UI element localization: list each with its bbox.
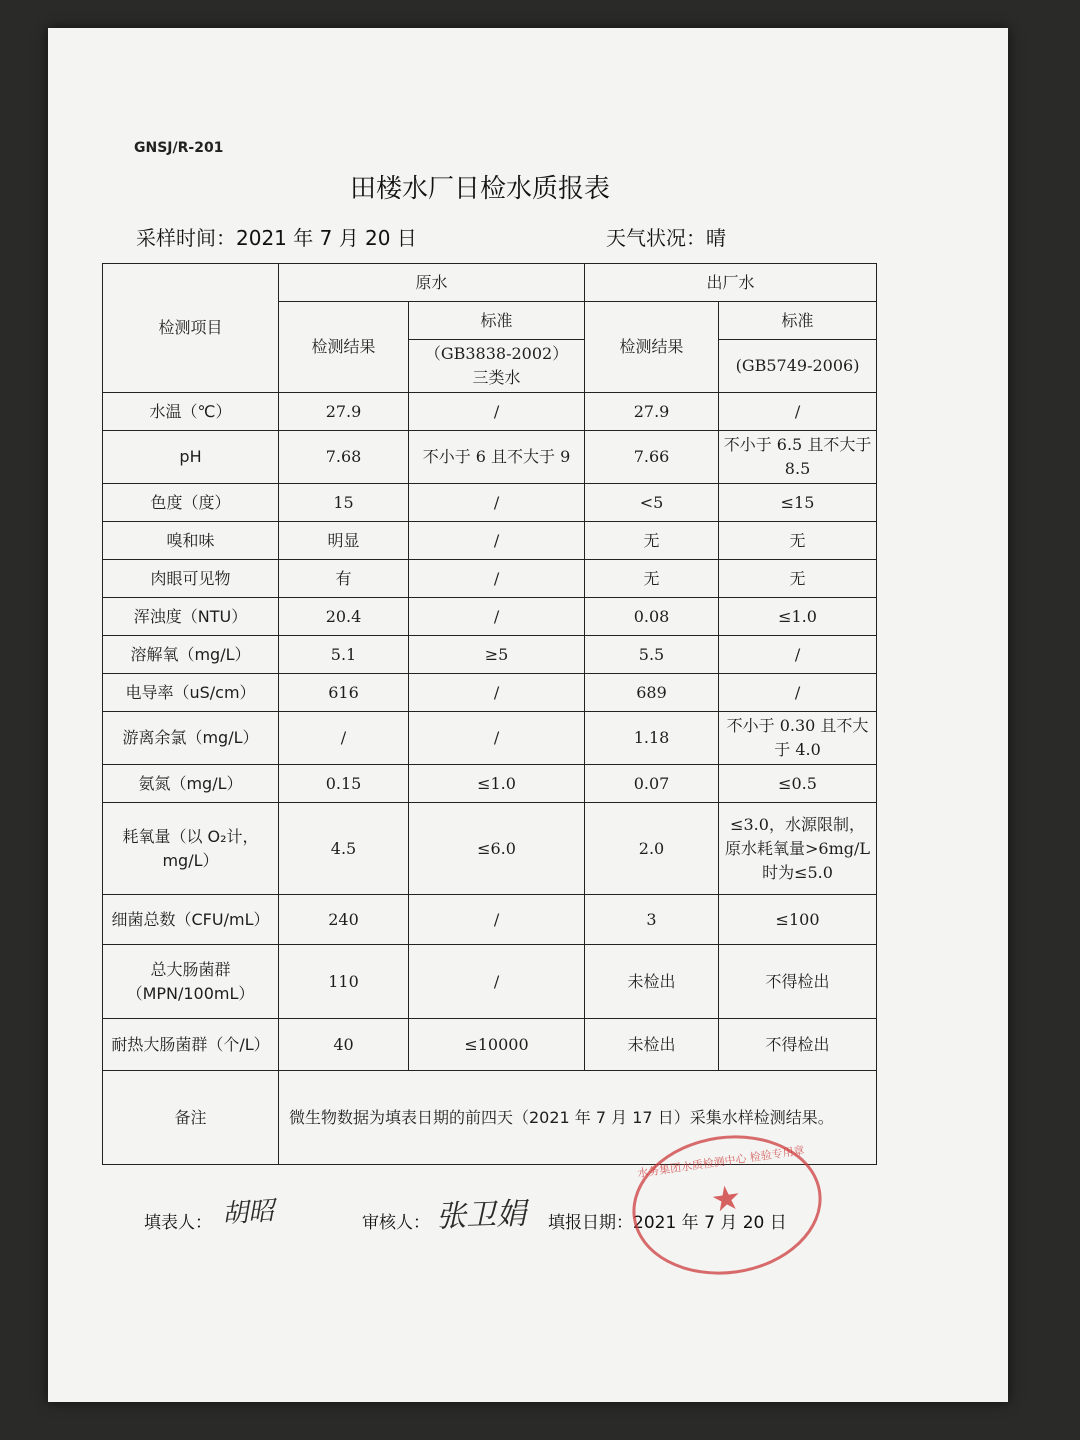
out-standard: ≤1.0 — [719, 598, 877, 636]
out-result: 无 — [585, 522, 719, 560]
raw-standard: / — [409, 598, 585, 636]
page-title: 田楼水厂日检水质报表 — [349, 174, 610, 204]
reviewer-label: 审核人： — [362, 1213, 430, 1233]
out-standard: / — [719, 636, 877, 674]
out-result: 7.66 — [585, 431, 719, 484]
raw-standard: / — [409, 522, 585, 560]
out-result: 2.0 — [585, 803, 719, 895]
row-item: 色度（度） — [103, 484, 279, 522]
out-standard: ≤0.5 — [719, 765, 877, 803]
group-header-raw: 原水 — [279, 264, 585, 302]
raw-result: 4.5 — [279, 803, 409, 895]
col-header-raw-result: 检测结果 — [279, 302, 409, 393]
col-header-out-standard: 标准 — [719, 302, 877, 340]
out-result: 27.9 — [585, 393, 719, 431]
raw-result: 明显 — [279, 522, 409, 560]
reviewer-signature: 张卫娟 — [435, 1196, 527, 1235]
raw-result: / — [279, 712, 409, 765]
raw-standard: / — [409, 712, 585, 765]
out-result: 无 — [585, 560, 719, 598]
filler-label: 填表人： — [144, 1213, 212, 1233]
raw-result: 616 — [279, 674, 409, 712]
sampling-time: 采样时间：2021 年 7 月 20 日 — [136, 226, 417, 250]
out-result: 0.08 — [585, 598, 719, 636]
remarks-text: 微生物数据为填表日期的前四天（2021 年 7 月 17 日）采集水样检测结果。 — [279, 1071, 877, 1165]
row-item: 溶解氧（mg/L） — [103, 636, 279, 674]
out-standard: 无 — [719, 560, 877, 598]
out-standard: 不得检出 — [719, 1019, 877, 1071]
raw-standard-spec — [409, 340, 585, 393]
star-icon: ★ — [708, 1177, 745, 1221]
out-standard: ≤15 — [719, 484, 877, 522]
raw-standard: ≤10000 — [409, 1019, 585, 1071]
out-standard: ≤100 — [719, 895, 877, 945]
out-standard: 无 — [719, 522, 877, 560]
raw-result: 40 — [279, 1019, 409, 1071]
out-result: <5 — [585, 484, 719, 522]
out-result: 未检出 — [585, 945, 719, 1019]
raw-standard-code: （GB3838-2002） — [424, 344, 569, 363]
out-result: 1.18 — [585, 712, 719, 765]
raw-standard: / — [409, 674, 585, 712]
raw-standard: ≤1.0 — [409, 765, 585, 803]
out-standard: ≤3.0，水源限制，原水耗氧量>6mg/L 时为≤5.0 — [719, 803, 877, 895]
raw-standard: / — [409, 393, 585, 431]
raw-standard: / — [409, 484, 585, 522]
out-standard-code: (GB5749-2006) — [719, 340, 877, 393]
raw-result: 有 — [279, 560, 409, 598]
remarks-label: 备注 — [103, 1071, 279, 1165]
raw-result: 15 — [279, 484, 409, 522]
row-item: 电导率（uS/cm） — [103, 674, 279, 712]
col-header-raw-standard: 标准 — [409, 302, 585, 340]
row-item: 氨氮（mg/L） — [103, 765, 279, 803]
row-item: 细菌总数（CFU/mL） — [103, 895, 279, 945]
row-item: 耗氧量（以 O₂计，mg/L） — [103, 803, 279, 895]
weather: 天气状况：晴 — [606, 226, 726, 250]
out-standard: / — [719, 674, 877, 712]
row-item: 嗅和味 — [103, 522, 279, 560]
out-standard: 不小于 0.30 且不大于 4.0 — [719, 712, 877, 765]
row-item: 水温（℃） — [103, 393, 279, 431]
row-item: 总大肠菌群（MPN/100mL） — [103, 945, 279, 1019]
out-result: 689 — [585, 674, 719, 712]
out-result: 5.5 — [585, 636, 719, 674]
out-standard: 不小于 6.5 且不大于 8.5 — [719, 431, 877, 484]
raw-standard: 不小于 6 且不大于 9 — [409, 431, 585, 484]
report-date-label: 填报日期： — [548, 1213, 633, 1233]
raw-result: 240 — [279, 895, 409, 945]
row-item: 耐热大肠菌群（个/L） — [103, 1019, 279, 1071]
group-header-out: 出厂水 — [585, 264, 877, 302]
water-quality-table — [102, 263, 877, 1165]
seal-text: 水务集团水质检测中心 检验专用章 — [636, 1143, 806, 1181]
raw-result: 27.9 — [279, 393, 409, 431]
document-code: GNSJ/R-201 — [134, 140, 224, 156]
raw-standard: ≤6.0 — [409, 803, 585, 895]
out-result: 未检出 — [585, 1019, 719, 1071]
raw-result: 7.68 — [279, 431, 409, 484]
raw-result: 5.1 — [279, 636, 409, 674]
raw-result: 110 — [279, 945, 409, 1019]
row-item: 游离余氯（mg/L） — [103, 712, 279, 765]
col-header-item: 检测项目 — [103, 264, 279, 393]
row-item: pH — [103, 431, 279, 484]
raw-standard: ≥5 — [409, 636, 585, 674]
row-item: 肉眼可见物 — [103, 560, 279, 598]
raw-result: 0.15 — [279, 765, 409, 803]
report-date-value: 2021 年 7 月 20 日 — [633, 1213, 787, 1233]
raw-standard: / — [409, 560, 585, 598]
filler-signature: 胡昭 — [221, 1196, 276, 1230]
row-item: 浑浊度（NTU） — [103, 598, 279, 636]
out-result: 0.07 — [585, 765, 719, 803]
out-standard: / — [719, 393, 877, 431]
raw-result: 20.4 — [279, 598, 409, 636]
raw-standard: / — [409, 895, 585, 945]
out-result: 3 — [585, 895, 719, 945]
raw-standard-class: 三类水 — [472, 368, 521, 387]
col-header-out-result: 检测结果 — [585, 302, 719, 393]
raw-standard: / — [409, 945, 585, 1019]
out-standard: 不得检出 — [719, 945, 877, 1019]
